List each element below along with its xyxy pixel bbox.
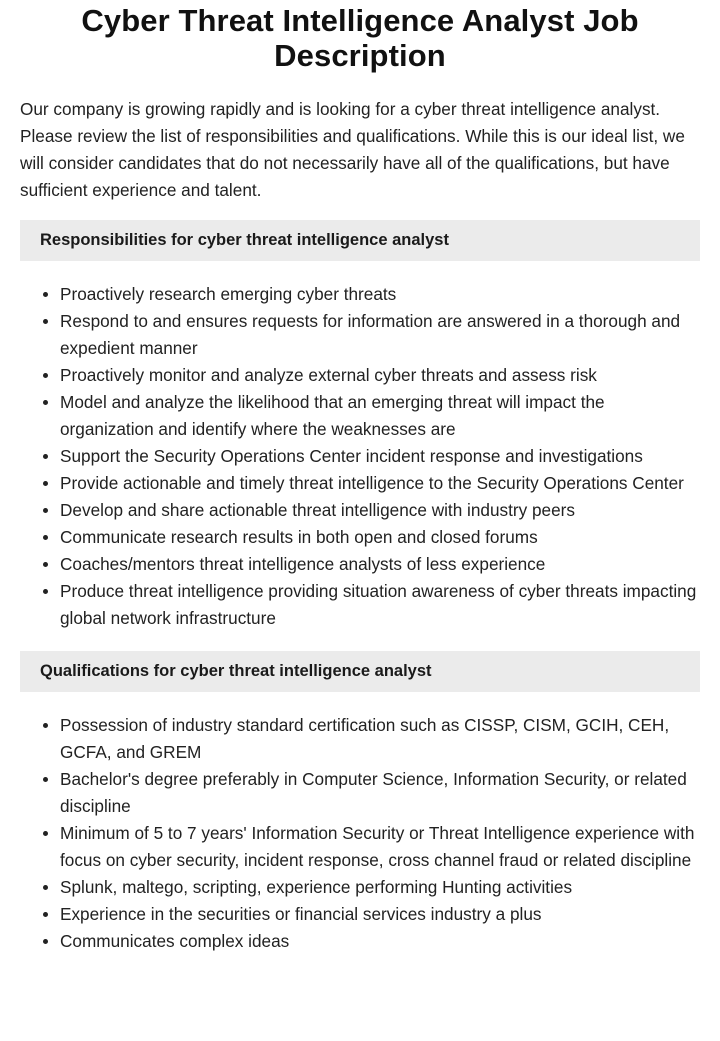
list-item: Respond to and ensures requests for information are answered in a thorough and expedient manner — [60, 308, 700, 362]
responsibilities-heading: Responsibilities for cyber threat intelligence analyst — [20, 220, 700, 261]
list-item: Develop and share actionable threat intelligence with industry peers — [60, 497, 700, 524]
list-item: Proactively research emerging cyber threats — [60, 281, 700, 308]
qualifications-list — [20, 712, 700, 955]
list-item: Possession of industry standard certification such as CISSP, CISM, GCIH, CEH, GCFA, and GREM — [60, 712, 700, 766]
list-item: Splunk, maltego, scripting, experience performing Hunting activities — [60, 874, 700, 901]
list-item: Communicate research results in both open and closed forums — [60, 524, 700, 551]
list-item: Bachelor's degree preferably in Computer Science, Information Security, or related discipline — [60, 766, 700, 820]
list-item: Provide actionable and timely threat intelligence to the Security Operations Center — [60, 470, 700, 497]
responsibilities-list — [20, 281, 700, 632]
list-item: Communicates complex ideas — [60, 928, 700, 955]
intro-paragraph: Our company is growing rapidly and is looking for a cyber threat intelligence analyst. Please review the list of responsibilities and qualifications. While this is our ideal list, we will consider candidates that do not necessarily have all of the qualifications, but have sufficient experience and talent. — [20, 99, 685, 200]
list-item: Model and analyze the likelihood that an emerging threat will impact the organization and identify where the weaknesses are — [60, 389, 700, 443]
job-description-page — [0, 3, 720, 1041]
list-item: Minimum of 5 to 7 years' Information Security or Threat Intelligence experience with focus on cyber security, incident response, cross channel fraud or related discipline — [60, 820, 700, 874]
list-item: Experience in the securities or financial services industry a plus — [60, 901, 700, 928]
list-item: Support the Security Operations Center incident response and investigations — [60, 443, 700, 470]
list-item: Proactively monitor and analyze external cyber threats and assess risk — [60, 362, 700, 389]
list-item: Produce threat intelligence providing situation awareness of cyber threats impacting global network infrastructure — [60, 578, 700, 632]
page-title: Cyber Threat Intelligence Analyst Job Description — [81, 3, 639, 73]
list-item: Coaches/mentors threat intelligence analysts of less experience — [60, 551, 700, 578]
qualifications-heading: Qualifications for cyber threat intelligence analyst — [20, 651, 700, 692]
